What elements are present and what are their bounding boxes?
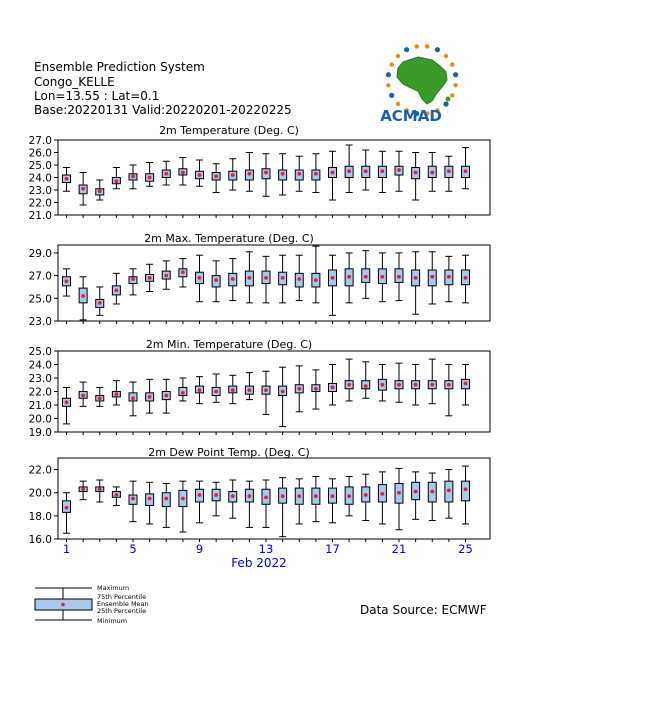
box-day-14 [279, 367, 287, 426]
box-day-3 [96, 287, 104, 315]
box-day-9 [196, 255, 204, 302]
y-tick-label: 23.0 [28, 373, 52, 385]
mean-marker [231, 494, 235, 498]
box-day-16 [312, 477, 320, 522]
mean-marker [247, 388, 251, 392]
panel-title: 2m Temperature (Deg. C) [159, 124, 299, 137]
mean-marker [264, 495, 268, 499]
mean-marker [364, 493, 368, 497]
mean-marker [430, 171, 434, 175]
sun-ray [386, 72, 391, 77]
box-day-1 [63, 168, 71, 192]
mean-marker [131, 497, 135, 501]
box-day-17 [329, 479, 337, 523]
box-day-14 [279, 478, 287, 537]
y-tick-label: 21.0 [28, 400, 52, 412]
mean-marker [380, 169, 384, 173]
mean-marker [380, 383, 384, 387]
box-day-8 [179, 158, 187, 186]
box-day-21 [395, 363, 403, 402]
mean-marker [181, 391, 185, 395]
panel-title: 2m Max. Temperature (Deg. C) [144, 232, 314, 245]
box-day-24 [445, 365, 453, 416]
y-tick-label: 21.0 [28, 210, 52, 222]
box-day-9 [196, 377, 204, 404]
mean-marker [81, 487, 85, 491]
mean-marker [214, 390, 218, 394]
box-day-23 [428, 473, 436, 520]
box-day-7 [162, 261, 170, 289]
mean-marker [281, 172, 285, 176]
box-day-8 [179, 259, 187, 287]
box-day-24 [445, 156, 453, 191]
x-tick-label: 5 [129, 542, 137, 556]
y-tick-label: 24.0 [28, 172, 52, 185]
mean-marker [164, 394, 168, 398]
mean-marker [347, 383, 351, 387]
box-day-19 [362, 474, 370, 520]
mean-marker [247, 494, 251, 498]
box-day-8 [179, 481, 187, 532]
panel-4 [29, 446, 490, 546]
panel-3 [29, 338, 490, 439]
box-day-16 [312, 246, 320, 303]
box-day-21 [395, 151, 403, 191]
box-day-22 [412, 365, 420, 406]
box-day-22 [412, 472, 420, 519]
sun-ray [453, 83, 457, 87]
box-day-13 [262, 154, 270, 197]
box-day-2 [79, 481, 87, 500]
box-day-2 [79, 277, 87, 320]
sun-ray [396, 54, 400, 58]
mean-marker [148, 395, 152, 399]
mean-marker [414, 383, 418, 387]
box-day-21 [395, 253, 403, 301]
mean-marker [430, 490, 434, 494]
sun-ray [435, 47, 440, 52]
box-day-13 [262, 371, 270, 414]
box-day-21 [395, 468, 403, 529]
box-day-18 [345, 359, 353, 401]
box-day-25 [462, 365, 470, 406]
mean-marker [397, 383, 401, 387]
mean-marker [181, 497, 185, 501]
x-tick-label: 21 [391, 542, 407, 556]
sun-ray [415, 44, 419, 48]
box-day-11 [229, 375, 237, 403]
box-day-3 [96, 180, 104, 200]
mean-marker [397, 168, 401, 172]
box-day-9 [196, 160, 204, 186]
box-day-23 [428, 252, 436, 304]
mean-marker [464, 276, 468, 280]
y-tick-label: 22.0 [28, 464, 52, 477]
box-day-19 [362, 251, 370, 299]
mean-marker [314, 387, 318, 391]
mean-marker [181, 270, 185, 274]
mean-marker [181, 171, 185, 175]
y-tick-label: 20.0 [28, 413, 52, 426]
box-day-1 [63, 493, 71, 534]
mean-marker [148, 276, 152, 280]
mean-marker [314, 494, 318, 498]
mean-marker [231, 388, 235, 392]
panel-1 [29, 124, 490, 222]
y-tick-label: 24.0 [28, 359, 52, 372]
mean-marker [81, 294, 85, 298]
mean-marker [414, 490, 418, 494]
box-day-6 [146, 264, 154, 291]
box-day-20 [378, 253, 386, 302]
y-tick-label: 25.0 [28, 346, 52, 358]
mean-marker [114, 288, 118, 292]
africa-sun-logo-icon [386, 44, 458, 116]
y-tick-label: 23.0 [28, 316, 52, 328]
panel-frame [58, 140, 490, 215]
box-day-6 [146, 379, 154, 413]
mean-marker [264, 388, 268, 392]
y-tick-label: 22.0 [28, 386, 52, 399]
legend-max-label: Maximum [97, 584, 130, 592]
mean-marker [414, 171, 418, 175]
mean-marker [214, 493, 218, 497]
mean-marker [397, 491, 401, 495]
y-tick-label: 25.0 [28, 160, 52, 172]
mean-marker [347, 275, 351, 279]
header-line-2: Congo_KELLE [34, 75, 115, 89]
y-tick-label: 16.0 [28, 534, 52, 546]
y-tick-label: 18.0 [28, 510, 52, 523]
mean-marker [364, 275, 368, 279]
box-day-4 [112, 168, 120, 189]
box-day-6 [146, 482, 154, 524]
mean-marker [98, 396, 102, 400]
box-day-1 [63, 269, 71, 296]
box-day-15 [295, 156, 303, 191]
box-day-20 [378, 472, 386, 524]
box-day-10 [212, 482, 220, 516]
box-day-13 [262, 480, 270, 527]
box-day-14 [279, 255, 287, 303]
x-tick-label: 17 [325, 542, 340, 556]
mean-marker [131, 174, 135, 178]
box-day-7 [162, 379, 170, 413]
mean-marker [98, 301, 102, 305]
mean-marker [464, 487, 468, 491]
x-tick-label: 25 [458, 542, 473, 556]
box-day-3 [96, 480, 104, 502]
box-day-4 [112, 487, 120, 506]
header-line-4: Base:20220131 Valid:20220201-20220225 [34, 103, 292, 117]
y-tick-label: 26.0 [28, 147, 52, 160]
mean-marker [264, 276, 268, 280]
box-day-25 [462, 466, 470, 524]
box-day-2 [79, 173, 87, 206]
mean-marker [247, 172, 251, 176]
box-day-22 [412, 252, 420, 314]
box-day-11 [229, 480, 237, 518]
x-tick-label: 1 [62, 542, 71, 556]
box-day-19 [362, 150, 370, 190]
sun-ray [453, 72, 458, 77]
mean-marker [447, 383, 451, 387]
mean-marker [114, 392, 118, 396]
box-day-18 [345, 477, 353, 516]
sun-ray [389, 93, 394, 98]
y-tick-label: 20.0 [28, 487, 52, 500]
sun-ray [390, 62, 394, 66]
box-day-10 [212, 261, 220, 302]
box-day-18 [345, 145, 353, 193]
mean-marker [331, 494, 335, 498]
sun-ray [443, 101, 448, 106]
header-line-1: Ensemble Prediction System [34, 60, 205, 74]
mean-marker [297, 277, 301, 281]
mean-marker [131, 277, 135, 281]
mean-marker [447, 169, 451, 173]
mean-marker [231, 173, 235, 177]
mean-marker [131, 396, 135, 400]
mean-marker [414, 276, 418, 280]
box-day-2 [79, 382, 87, 406]
box-day-16 [312, 154, 320, 193]
box-day-20 [378, 365, 386, 401]
sun-ray [404, 47, 409, 52]
mean-marker [164, 274, 168, 278]
box-day-10 [212, 164, 220, 193]
mean-marker [148, 497, 152, 501]
box-day-7 [162, 161, 170, 185]
mean-marker [347, 169, 351, 173]
mean-marker [364, 169, 368, 173]
data-source-label: Data Source: ECMWF [360, 603, 487, 617]
legend-min-label: Minimum [97, 617, 128, 625]
box-day-12 [245, 373, 253, 400]
panel-title: 2m Min. Temperature (Deg. C) [145, 338, 313, 351]
mean-marker [247, 276, 251, 280]
header-line-3: Lon=13.55 : Lat=0.1 [34, 89, 160, 103]
mean-marker [98, 189, 102, 193]
box-day-20 [378, 151, 386, 192]
mean-marker [447, 489, 451, 493]
box-day-12 [245, 153, 253, 192]
box-day-25 [462, 148, 470, 189]
y-tick-label: 29.0 [28, 247, 52, 260]
box-day-24 [445, 470, 453, 519]
mean-marker [464, 382, 468, 386]
mean-marker [65, 506, 69, 510]
legend-p75-label: 75th Percentile [97, 593, 147, 601]
box-day-4 [112, 381, 120, 405]
box-day-1 [63, 387, 71, 423]
mean-marker [148, 176, 152, 180]
sun-ray [425, 44, 429, 48]
legend-mean-label: Ensemble Mean [97, 600, 149, 608]
mean-marker [198, 173, 202, 177]
mean-marker [81, 394, 85, 398]
box-day-9 [196, 481, 204, 523]
box-day-15 [295, 366, 303, 412]
box-day-12 [245, 481, 253, 527]
x-tick-label: 9 [195, 542, 204, 556]
mean-marker [331, 386, 335, 390]
box-day-23 [428, 359, 436, 404]
box-day-8 [179, 378, 187, 401]
mean-marker [297, 387, 301, 391]
sun-ray [396, 102, 400, 106]
mean-marker [198, 493, 202, 497]
sun-ray [386, 83, 390, 87]
sun-ray [450, 62, 454, 66]
mean-marker [98, 487, 102, 491]
box-day-18 [345, 253, 353, 303]
mean-marker [281, 276, 285, 280]
mean-marker [164, 497, 168, 501]
mean-marker [65, 177, 69, 181]
mean-marker [198, 276, 202, 280]
y-tick-label: 25.0 [28, 293, 52, 306]
box-day-5 [129, 269, 137, 295]
box-day-11 [229, 259, 237, 301]
mean-marker [331, 171, 335, 175]
y-tick-label: 23.0 [28, 185, 52, 197]
box-day-5 [129, 382, 137, 416]
box-day-15 [295, 255, 303, 300]
box-day-19 [362, 362, 370, 398]
y-tick-label: 22.0 [28, 197, 52, 210]
mean-marker [380, 275, 384, 279]
panel-frame [58, 458, 490, 539]
mean-marker [430, 275, 434, 279]
mean-marker [164, 172, 168, 176]
mean-marker [264, 171, 268, 175]
legend-mean-marker [61, 603, 65, 607]
mean-marker [314, 278, 318, 282]
box-day-10 [212, 374, 220, 402]
box-day-7 [162, 483, 170, 527]
x-tick-label: 13 [258, 542, 274, 556]
mean-marker [231, 277, 235, 281]
box-day-13 [262, 256, 270, 303]
mean-marker [65, 279, 69, 283]
box-day-25 [462, 255, 470, 303]
mean-marker [114, 493, 118, 497]
mean-marker [297, 172, 301, 176]
box-day-16 [312, 370, 320, 409]
mean-marker [281, 494, 285, 498]
box-day-23 [428, 153, 436, 192]
mean-marker [464, 169, 468, 173]
panel-frame [58, 245, 490, 321]
mean-marker [380, 492, 384, 496]
box-day-11 [229, 159, 237, 190]
box-day-5 [129, 481, 137, 522]
mean-marker [65, 400, 69, 404]
sun-ray [444, 54, 448, 58]
mean-marker [114, 179, 118, 183]
y-tick-label: 19.0 [28, 427, 52, 439]
mean-marker [314, 172, 318, 176]
mean-marker [347, 494, 351, 498]
y-tick-label: 27.0 [28, 270, 52, 283]
panel-2 [29, 232, 490, 328]
panel-title: 2m Dew Point Temp. (Deg. C) [148, 446, 310, 459]
mean-marker [430, 383, 434, 387]
y-tick-label: 27.0 [28, 135, 52, 147]
x-axis-label: Feb 2022 [231, 556, 287, 570]
box-day-17 [329, 365, 337, 406]
box-day-5 [129, 165, 137, 189]
mean-marker [297, 494, 301, 498]
mean-marker [281, 390, 285, 394]
box-day-6 [146, 163, 154, 187]
mean-marker [397, 275, 401, 279]
box-day-3 [96, 387, 104, 406]
box-day-4 [112, 273, 120, 304]
mean-marker [198, 388, 202, 392]
sun-ray [450, 93, 454, 97]
mean-marker [364, 384, 368, 388]
box-day-14 [279, 154, 287, 195]
mean-marker [447, 275, 451, 279]
box-day-15 [295, 479, 303, 524]
logo-text: ACMAD [380, 107, 442, 125]
box-day-17 [329, 151, 337, 200]
panel-frame [58, 351, 490, 432]
box-day-12 [245, 252, 253, 303]
mean-marker [214, 174, 218, 178]
legend-p25-label: 25th Percentile [97, 607, 147, 615]
box-day-24 [445, 256, 453, 301]
mean-marker [214, 278, 218, 282]
mean-marker [81, 187, 85, 191]
box-day-17 [329, 255, 337, 315]
box-day-22 [412, 153, 420, 201]
mean-marker [331, 276, 335, 280]
